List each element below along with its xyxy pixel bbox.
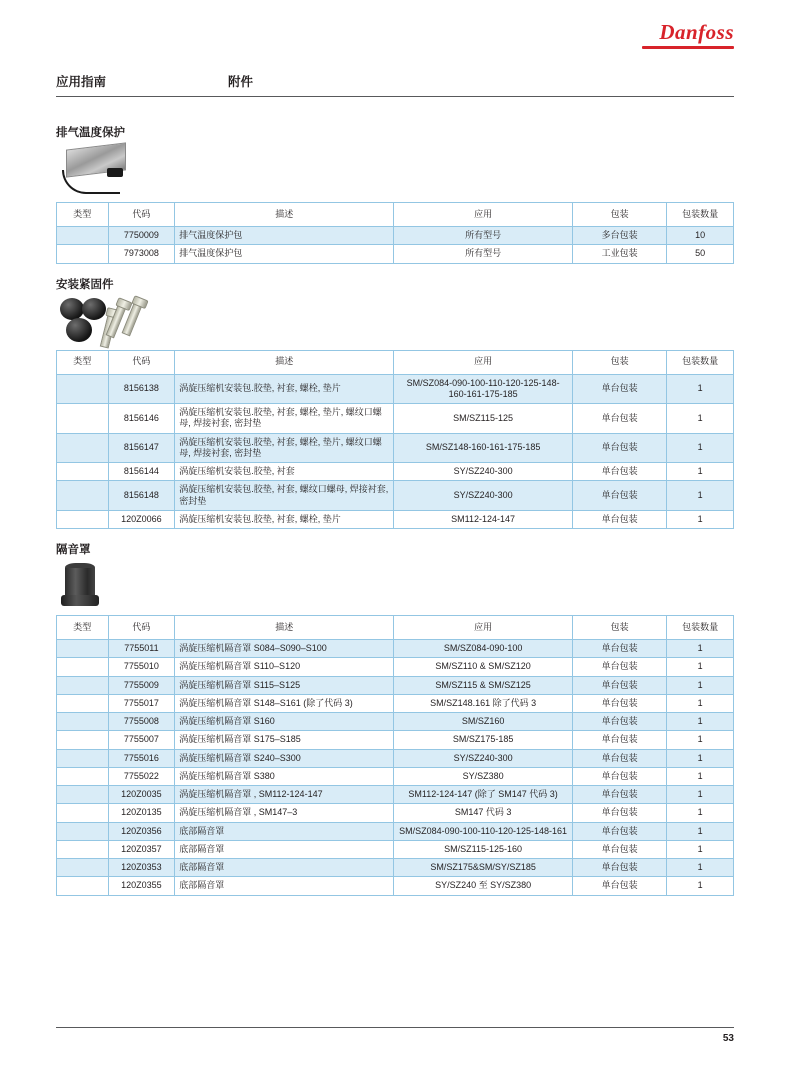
cell-description: 涡旋压缩机隔音罩 S160 (175, 713, 394, 731)
column-header-packaging: 包装 (572, 203, 667, 227)
cell-quantity: 1 (667, 767, 734, 785)
cell-code: 120Z0135 (108, 804, 175, 822)
discharge-temperature-sensor-photo (60, 144, 734, 196)
cell-code: 8156138 (108, 374, 175, 404)
cell-code: 120Z0355 (108, 877, 175, 895)
page-footer (56, 1027, 734, 1044)
table-row (57, 822, 734, 840)
cell-packaging: 单台包装 (572, 877, 667, 895)
cell-description: 底部隔音罩 (175, 859, 394, 877)
cell-code: 7755008 (108, 713, 175, 731)
cell-description: 涡旋压缩机安装包.胶垫, 衬套, 螺栓, 垫片 (175, 374, 394, 404)
section-sound-shield (56, 541, 734, 896)
table-row (57, 804, 734, 822)
accessory-table (56, 202, 734, 264)
header-divider (56, 96, 734, 97)
cell-type (57, 404, 109, 434)
cell-description: 涡旋压缩机隔音罩 S175–S185 (175, 731, 394, 749)
cell-type (57, 877, 109, 895)
table-row (57, 463, 734, 481)
cell-quantity: 1 (667, 694, 734, 712)
cell-application: SM112-124-147 (除了 SM147 代码 3) (394, 786, 572, 804)
column-header-type: 类型 (57, 350, 109, 374)
cell-packaging: 单台包装 (572, 658, 667, 676)
cell-packaging: 单台包装 (572, 786, 667, 804)
column-header-code: 代码 (108, 616, 175, 640)
cell-code: 7755022 (108, 767, 175, 785)
cell-quantity: 1 (667, 404, 734, 434)
cell-type (57, 749, 109, 767)
cell-application: SM/SZ084-090-100-110-120-125-148-161 (394, 822, 572, 840)
cell-quantity: 1 (667, 822, 734, 840)
cell-application: SM/SZ084-090-100 (394, 640, 572, 658)
cell-application: 所有型号 (394, 245, 572, 263)
cell-quantity: 1 (667, 463, 734, 481)
cell-application: 所有型号 (394, 227, 572, 245)
cell-type (57, 713, 109, 731)
cell-packaging: 工业包装 (572, 245, 667, 263)
cell-application: SM112-124-147 (394, 510, 572, 528)
cell-description: 涡旋压缩机安装包.胶垫, 衬套 (175, 463, 394, 481)
table-row (57, 840, 734, 858)
table-row (57, 713, 734, 731)
cell-application: SY/SZ240-300 (394, 481, 572, 511)
cell-description: 涡旋压缩机隔音罩 S380 (175, 767, 394, 785)
cell-description: 涡旋压缩机安装包.胶垫, 衬套, 螺栓, 垫片, 螺纹口螺母, 焊接衬套, 密封垫 (175, 404, 394, 434)
cell-application: SM147 代码 3 (394, 804, 572, 822)
table-row (57, 859, 734, 877)
cell-application: SY/SZ380 (394, 767, 572, 785)
cell-code: 120Z0356 (108, 822, 175, 840)
column-header-quantity: 包装数量 (667, 350, 734, 374)
cell-application: SM/SZ115-125-160 (394, 840, 572, 858)
cell-code: 120Z0353 (108, 859, 175, 877)
cell-quantity: 1 (667, 786, 734, 804)
cell-application: SM/SZ175&SM/SY/SZ185 (394, 859, 572, 877)
column-header-application: 应用 (394, 203, 572, 227)
cell-type (57, 731, 109, 749)
cell-application: SM/SZ175-185 (394, 731, 572, 749)
column-header-type: 类型 (57, 616, 109, 640)
cell-code: 7755016 (108, 749, 175, 767)
cell-description: 排气温度保护包 (175, 227, 394, 245)
cell-application: SY/SZ240-300 (394, 463, 572, 481)
cell-quantity: 50 (667, 245, 734, 263)
cell-quantity: 1 (667, 676, 734, 694)
column-header-packaging: 包装 (572, 616, 667, 640)
page-content (56, 112, 734, 900)
cell-type (57, 658, 109, 676)
cell-quantity: 10 (667, 227, 734, 245)
cell-code: 7755011 (108, 640, 175, 658)
danfoss-logo-underline (642, 46, 734, 49)
cell-type (57, 640, 109, 658)
cell-type (57, 433, 109, 463)
cell-description: 底部隔音罩 (175, 840, 394, 858)
cell-packaging: 单台包装 (572, 481, 667, 511)
cell-code: 7755017 (108, 694, 175, 712)
cell-packaging: 单台包装 (572, 731, 667, 749)
column-header-packaging: 包装 (572, 350, 667, 374)
table-row (57, 731, 734, 749)
cell-application: SM/SZ115 & SM/SZ125 (394, 676, 572, 694)
cell-description: 涡旋压缩机隔音罩 , SM112-124-147 (175, 786, 394, 804)
cell-description: 涡旋压缩机隔音罩 S110–S120 (175, 658, 394, 676)
danfoss-logo-text: Danfoss (659, 20, 734, 44)
cell-type (57, 245, 109, 263)
cell-packaging: 单台包装 (572, 822, 667, 840)
header-left-title: 应用指南 (56, 75, 107, 89)
table-row (57, 404, 734, 434)
cell-description: 涡旋压缩机隔音罩 S148–S161 (除了代码 3) (175, 694, 394, 712)
table-row (57, 676, 734, 694)
cell-packaging: 单台包装 (572, 640, 667, 658)
cell-description: 涡旋压缩机隔音罩 S115–S125 (175, 676, 394, 694)
sound-shield-photo (60, 561, 734, 609)
cell-code: 8156147 (108, 433, 175, 463)
cell-packaging: 单台包装 (572, 767, 667, 785)
column-header-type: 类型 (57, 203, 109, 227)
table-header-row (57, 350, 734, 374)
table-row (57, 767, 734, 785)
column-header-quantity: 包装数量 (667, 203, 734, 227)
cell-code: 7973008 (108, 245, 175, 263)
cell-application: SY/SZ240 至 SY/SZ380 (394, 877, 572, 895)
table-row (57, 877, 734, 895)
danfoss-logo (642, 22, 734, 49)
cell-type (57, 676, 109, 694)
table-row (57, 786, 734, 804)
cell-quantity: 1 (667, 481, 734, 511)
cell-code: 7755007 (108, 731, 175, 749)
cell-application: SM/SZ160 (394, 713, 572, 731)
accessory-table (56, 350, 734, 530)
cell-type (57, 786, 109, 804)
table-row (57, 658, 734, 676)
cell-packaging: 单台包装 (572, 713, 667, 731)
section-mounting-fasteners (56, 276, 734, 530)
table-row (57, 640, 734, 658)
section-title: 排气温度保护 (56, 127, 125, 139)
cell-type (57, 510, 109, 528)
cell-application: SM/SZ115-125 (394, 404, 572, 434)
cell-packaging: 单台包装 (572, 676, 667, 694)
cell-type (57, 694, 109, 712)
cell-packaging: 多台包装 (572, 227, 667, 245)
cell-description: 涡旋压缩机隔音罩 S084–S090–S100 (175, 640, 394, 658)
cell-code: 120Z0357 (108, 840, 175, 858)
cell-packaging: 单台包装 (572, 404, 667, 434)
cell-description: 涡旋压缩机安装包.胶垫, 衬套, 螺栓, 垫片 (175, 510, 394, 528)
section-discharge-temperature-protection (56, 124, 734, 264)
cell-code: 7755010 (108, 658, 175, 676)
mounting-fasteners-photo (60, 296, 734, 344)
column-header-quantity: 包装数量 (667, 616, 734, 640)
cell-code: 120Z0035 (108, 786, 175, 804)
cell-application: SM/SZ110 & SM/SZ120 (394, 658, 572, 676)
table-header-row (57, 203, 734, 227)
footer-divider (56, 1027, 734, 1028)
column-header-code: 代码 (108, 350, 175, 374)
cell-code: 8156148 (108, 481, 175, 511)
column-header-application: 应用 (394, 350, 572, 374)
cell-packaging: 单台包装 (572, 859, 667, 877)
cell-quantity: 1 (667, 840, 734, 858)
cell-code: 7750009 (108, 227, 175, 245)
header-right-title: 附件 (228, 75, 254, 89)
cell-type (57, 374, 109, 404)
cell-description: 底部隔音罩 (175, 822, 394, 840)
cell-type (57, 767, 109, 785)
cell-quantity: 1 (667, 510, 734, 528)
cell-quantity: 1 (667, 433, 734, 463)
cell-application: SM/SZ084-090-100-110-120-125-148-160-161-175-185 (394, 374, 572, 404)
column-header-description: 描述 (175, 350, 394, 374)
cell-quantity: 1 (667, 749, 734, 767)
cell-packaging: 单台包装 (572, 804, 667, 822)
cell-quantity: 1 (667, 804, 734, 822)
cell-description: 排气温度保护包 (175, 245, 394, 263)
cell-quantity: 1 (667, 640, 734, 658)
cell-quantity: 1 (667, 859, 734, 877)
cell-application: SY/SZ240-300 (394, 749, 572, 767)
cell-application: SM/SZ148.161 除了代码 3 (394, 694, 572, 712)
cell-packaging: 单台包装 (572, 374, 667, 404)
table-row (57, 481, 734, 511)
column-header-description: 描述 (175, 616, 394, 640)
cell-code: 8156146 (108, 404, 175, 434)
cell-quantity: 1 (667, 713, 734, 731)
cell-packaging: 单台包装 (572, 510, 667, 528)
cell-type (57, 840, 109, 858)
section-title: 安装紧固件 (56, 278, 114, 291)
accessory-table (56, 615, 734, 896)
table-header-row (57, 616, 734, 640)
table-row (57, 433, 734, 463)
cell-packaging: 单台包装 (572, 433, 667, 463)
cell-type (57, 481, 109, 511)
cell-description: 涡旋压缩机隔音罩 , SM147–3 (175, 804, 394, 822)
cell-type (57, 859, 109, 877)
cell-quantity: 1 (667, 731, 734, 749)
cell-quantity: 1 (667, 877, 734, 895)
cell-description: 涡旋压缩机隔音罩 S240–S300 (175, 749, 394, 767)
table-row (57, 749, 734, 767)
cell-type (57, 227, 109, 245)
table-row (57, 374, 734, 404)
cell-description: 涡旋压缩机安装包.胶垫, 衬套, 螺栓, 垫片, 螺纹口螺母, 焊接衬套, 密封垫 (175, 433, 394, 463)
cell-type (57, 463, 109, 481)
cell-type (57, 822, 109, 840)
cell-type (57, 804, 109, 822)
table-row (57, 245, 734, 263)
cell-quantity: 1 (667, 658, 734, 676)
table-row (57, 694, 734, 712)
column-header-description: 描述 (175, 203, 394, 227)
cell-application: SM/SZ148-160-161-175-185 (394, 433, 572, 463)
page-header (56, 72, 734, 97)
table-row (57, 227, 734, 245)
column-header-code: 代码 (108, 203, 175, 227)
cell-code: 8156144 (108, 463, 175, 481)
cell-quantity: 1 (667, 374, 734, 404)
column-header-application: 应用 (394, 616, 572, 640)
cell-description: 底部隔音罩 (175, 877, 394, 895)
cell-packaging: 单台包装 (572, 694, 667, 712)
section-title: 隔音罩 (56, 544, 91, 556)
cell-description: 涡旋压缩机安装包.胶垫, 衬套, 螺纹口螺母, 焊接衬套, 密封垫 (175, 481, 394, 511)
cell-code: 7755009 (108, 676, 175, 694)
page-number: 53 (722, 1033, 734, 1044)
cell-packaging: 单台包装 (572, 463, 667, 481)
cell-packaging: 单台包装 (572, 749, 667, 767)
table-row (57, 510, 734, 528)
cell-packaging: 单台包装 (572, 840, 667, 858)
cell-code: 120Z0066 (108, 510, 175, 528)
